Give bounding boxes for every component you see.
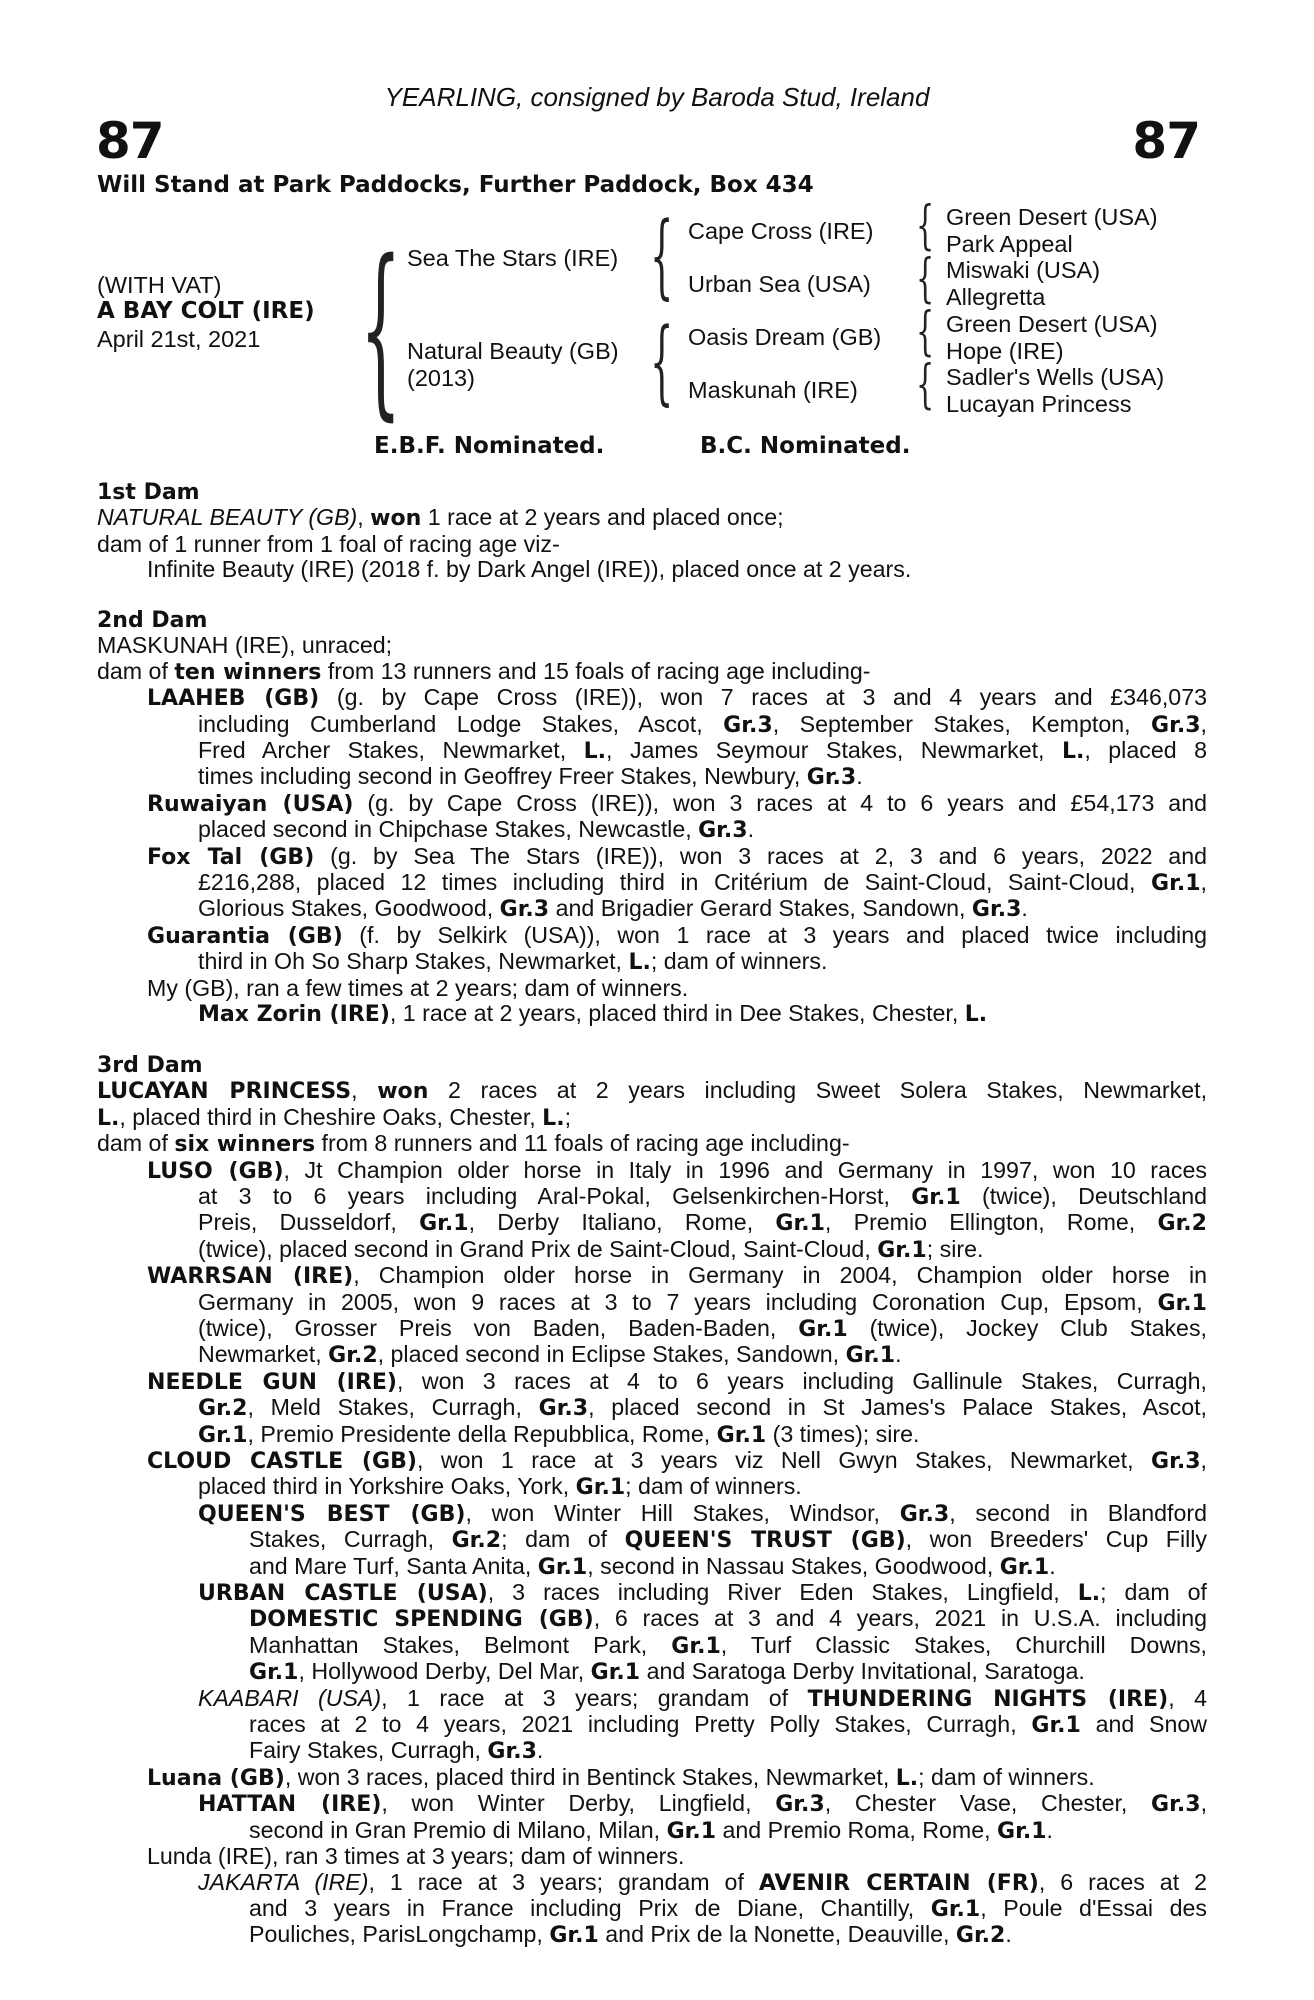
entry-line: Fairy Stakes, Curragh, Gr.3. — [249, 1737, 544, 1765]
entry-line: NATURAL BEAUTY (GB), won 1 race at 2 years and placed once; — [97, 504, 784, 532]
foaling-date: April 21st, 2021 — [97, 326, 261, 352]
pedigree-g3-item: Park Appeal — [946, 231, 1073, 257]
entry-line: Stakes, Curragh, Gr.2; dam of QUEEN'S TRUST (GB), won Breeders' Cup Filly — [249, 1526, 1207, 1554]
stand-location: Will Stand at Park Paddocks, Further Paddock, Box 434 — [97, 172, 814, 198]
pedigree-g2-item: Cape Cross (IRE) — [688, 218, 874, 244]
entry-line: dam of 1 runner from 1 foal of racing age viz- — [97, 530, 560, 557]
entry-line: Fred Archer Stakes, Newmarket, L., James Seymour Stakes, Newmarket, L., placed 8 — [198, 737, 1207, 765]
consignment-line: YEARLING, consigned by Baroda Stud, Ireland — [384, 82, 930, 112]
pedigree-brace-g3-3: { — [916, 302, 935, 362]
entry-line: QUEEN'S BEST (GB), won Winter Hill Stakes, Windsor, Gr.3, second in Blandford — [198, 1499, 1207, 1527]
pedigree-g3-item: Green Desert (USA) — [946, 311, 1158, 337]
entry-line: URBAN CASTLE (USA), 3 races including River Eden Stakes, Lingfield, L.; dam of — [198, 1579, 1207, 1607]
entry-line: and 3 years in France including Prix de Diane, Chantilly, Gr.1, Poule d'Essai des — [249, 1894, 1207, 1922]
pedigree-dam-year: (2013) — [407, 365, 475, 391]
entry-line: Glorious Stakes, Goodwood, Gr.3 and Brigadier Gerard Stakes, Sandown, Gr.3. — [198, 895, 1028, 923]
entry-line: Germany in 2005, won 9 races at 3 to 7 years including Coronation Cup, Epsom, Gr.1 — [198, 1288, 1207, 1316]
pedigree-g3-item: Lucayan Princess — [946, 391, 1132, 417]
entry-line: placed second in Chipchase Stakes, Newcastle, Gr.3. — [198, 816, 755, 844]
pedigree-g3-item: Miswaki (USA) — [946, 257, 1101, 283]
entry-line: placed third in Yorkshire Oaks, York, Gr.1; dam of winners. — [198, 1473, 802, 1501]
entry-line: races at 2 to 4 years, 2021 including Pretty Polly Stakes, Curragh, Gr.1 and Snow — [249, 1711, 1207, 1739]
pedigree-g3-item: Green Desert (USA) — [946, 204, 1158, 230]
entry-line: Manhattan Stakes, Belmont Park, Gr.1, Turf Classic Stakes, Churchill Downs, — [249, 1631, 1207, 1659]
entry-line: Gr.1, Hollywood Derby, Del Mar, Gr.1 and Saratoga Derby Invitational, Saratoga. — [249, 1658, 1085, 1686]
entry-line: including Cumberland Lodge Stakes, Ascot, Gr.3, September Stakes, Kempton, Gr.3, — [198, 710, 1207, 738]
entry-line: HATTAN (IRE), won Winter Derby, Lingfield, Gr.3, Chester Vase, Chester, Gr.3, — [198, 1790, 1208, 1818]
pedigree-g2-item: Maskunah (IRE) — [688, 377, 858, 403]
lot-number-left: 87 — [96, 112, 164, 170]
entry-line: Guarantia (GB) (f. by Selkirk (USA)), won 1 race at 3 years and placed twice including — [147, 921, 1207, 949]
entry-line: dam of ten winners from 13 runners and 15 foals of racing age including- — [97, 657, 871, 685]
pedigree-g3-item: Allegretta — [946, 284, 1046, 310]
pedigree-g3-item: Sadler's Wells (USA) — [946, 364, 1165, 390]
entry-line: Pouliches, ParisLongchamp, Gr.1 and Prix de la Nonette, Deauville, Gr.2. — [249, 1921, 1012, 1949]
entry-line: third in Oh So Sharp Stakes, Newmarket, L.; dam of winners. — [198, 948, 828, 976]
entry-line: WARRSAN (IRE), Champion older horse in Germany in 2004, Champion older horse in — [147, 1262, 1207, 1290]
entry-line: Newmarket, Gr.2, placed second in Eclipse Stakes, Sandown, Gr.1. — [198, 1341, 902, 1369]
entry-line: Gr.2, Meld Stakes, Curragh, Gr.3, placed second in St James's Palace Stakes, Ascot, — [198, 1394, 1208, 1422]
entry-line: Fox Tal (GB) (g. by Sea The Stars (IRE)), won 3 races at 2, 3 and 6 years, 2022 and — [147, 842, 1207, 870]
entry-line: (twice), placed second in Grand Prix de Saint-Cloud, Saint-Cloud, Gr.1; sire. — [198, 1235, 984, 1263]
pedigree-sire: Sea The Stars (IRE) — [407, 245, 619, 271]
pedigree-dam: Natural Beauty (GB) — [407, 338, 619, 364]
entry-line: Infinite Beauty (IRE) (2018 f. by Dark Angel (IRE)), placed once at 2 years. — [147, 556, 912, 583]
second-dam-heading: 2nd Dam — [97, 608, 208, 634]
entry-line: dam of six winners from 8 runners and 11 foals of racing age including- — [97, 1130, 850, 1158]
entry-line: LAAHEB (GB) (g. by Cape Cross (IRE)), won 7 races at 3 and 4 years and £346,073 — [147, 684, 1207, 712]
pedigree-g2-item: Urban Sea (USA) — [688, 271, 871, 297]
entry-line: JAKARTA (IRE), 1 race at 3 years; grandam of AVENIR CERTAIN (FR), 6 races at 2 — [198, 1868, 1208, 1896]
entry-line: My (GB), ran a few times at 2 years; dam of winners. — [147, 974, 689, 1001]
entry-line: LUSO (GB), Jt Champion older horse in Italy in 1996 and Germany in 1997, won 10 races — [147, 1156, 1207, 1184]
entry-line: Lunda (IRE), ran 3 times at 3 years; dam of winners. — [147, 1843, 685, 1870]
entry-line: at 3 to 6 years including Aral-Pokal, Gelsenkirchen-Horst, Gr.1 (twice), Deutschland — [198, 1182, 1208, 1210]
horse-name: A BAY COLT (IRE) — [97, 298, 315, 324]
pedigree-brace-sire: { — [650, 202, 674, 309]
entry-line: Luana (GB), won 3 races, placed third in Bentinck Stakes, Newmarket, L.; dam of winners. — [147, 1763, 1095, 1791]
entry-line: L., placed third in Cheshire Oaks, Chester, L.; — [97, 1103, 572, 1131]
entry-line: DOMESTIC SPENDING (GB), 6 races at 3 and 4 years, 2021 in U.S.A. including — [249, 1605, 1207, 1633]
entry-line: (twice), Grosser Preis von Baden, Baden-Baden, Gr.1 (twice), Jockey Club Stakes, — [198, 1314, 1207, 1342]
pedigree-brace-dam: { — [650, 308, 674, 415]
pedigree-g2-item: Oasis Dream (GB) — [688, 324, 882, 350]
lot-number-right: 87 — [1132, 112, 1200, 170]
entry-line: times including second in Geoffrey Freer Stakes, Newbury, Gr.3. — [198, 763, 863, 791]
entry-line: MASKUNAH (IRE), unraced; — [97, 632, 393, 659]
first-dam-section — [97, 505, 1207, 582]
catalogue-body — [97, 480, 1207, 1949]
entry-line: NEEDLE GUN (IRE), won 3 races at 4 to 6 years including Gallinule Stakes, Curragh, — [147, 1367, 1207, 1395]
pedigree-brace-g3-1: { — [916, 196, 935, 256]
entry-line: CLOUD CASTLE (GB), won 1 race at 3 years viz Nell Gwyn Stakes, Newmarket, Gr.3, — [147, 1447, 1207, 1474]
entry-line: £216,288, placed 12 times including third in Critérium de Saint-Cloud, Saint-Cloud, Gr.1, — [198, 869, 1207, 897]
entry-line: and Mare Turf, Santa Anita, Gr.1, second in Nassau Stakes, Goodwood, Gr.1. — [249, 1552, 1056, 1580]
pedigree-g3-item: Hope (IRE) — [946, 338, 1064, 364]
entry-line: Ruwaiyan (USA) (g. by Cape Cross (IRE)), won 3 races at 4 to 6 years and £54,173 and — [147, 789, 1207, 817]
entry-line: second in Gran Premio di Milano, Milan, Gr.1 and Premio Roma, Rome, Gr.1. — [249, 1816, 1053, 1844]
third-dam-section — [97, 1078, 1207, 1948]
bc-nomination: B.C. Nominated. — [700, 433, 911, 459]
entry-line: KAABARI (USA), 1 race at 3 years; grandam of THUNDERING NIGHTS (IRE), 4 — [198, 1684, 1207, 1712]
vat-note: (WITH VAT) — [97, 272, 222, 298]
pedigree-brace-g3-4: { — [916, 355, 935, 415]
pedigree-brace-g3-2: { — [916, 249, 935, 309]
third-dam-heading: 3rd Dam — [97, 1052, 203, 1078]
second-dam-section — [97, 633, 1207, 1027]
entry-line: Max Zorin (IRE), 1 race at 2 years, placed third in Dee Stakes, Chester, L. — [198, 1000, 988, 1028]
entry-line: LUCAYAN PRINCESS, won 2 races at 2 years including Sweet Solera Stakes, Newmarket, — [97, 1077, 1208, 1105]
ebf-nomination: E.B.F. Nominated. — [374, 433, 605, 459]
entry-line: Gr.1, Premio Presidente della Repubblica, Rome, Gr.1 (3 times); sire. — [198, 1420, 920, 1448]
entry-line: Preis, Dusseldorf, Gr.1, Derby Italiano, Rome, Gr.1, Premio Ellington, Rome, Gr.2 — [198, 1209, 1207, 1237]
first-dam-heading: 1st Dam — [97, 480, 200, 505]
pedigree-brace-gen1: { — [360, 220, 402, 437]
